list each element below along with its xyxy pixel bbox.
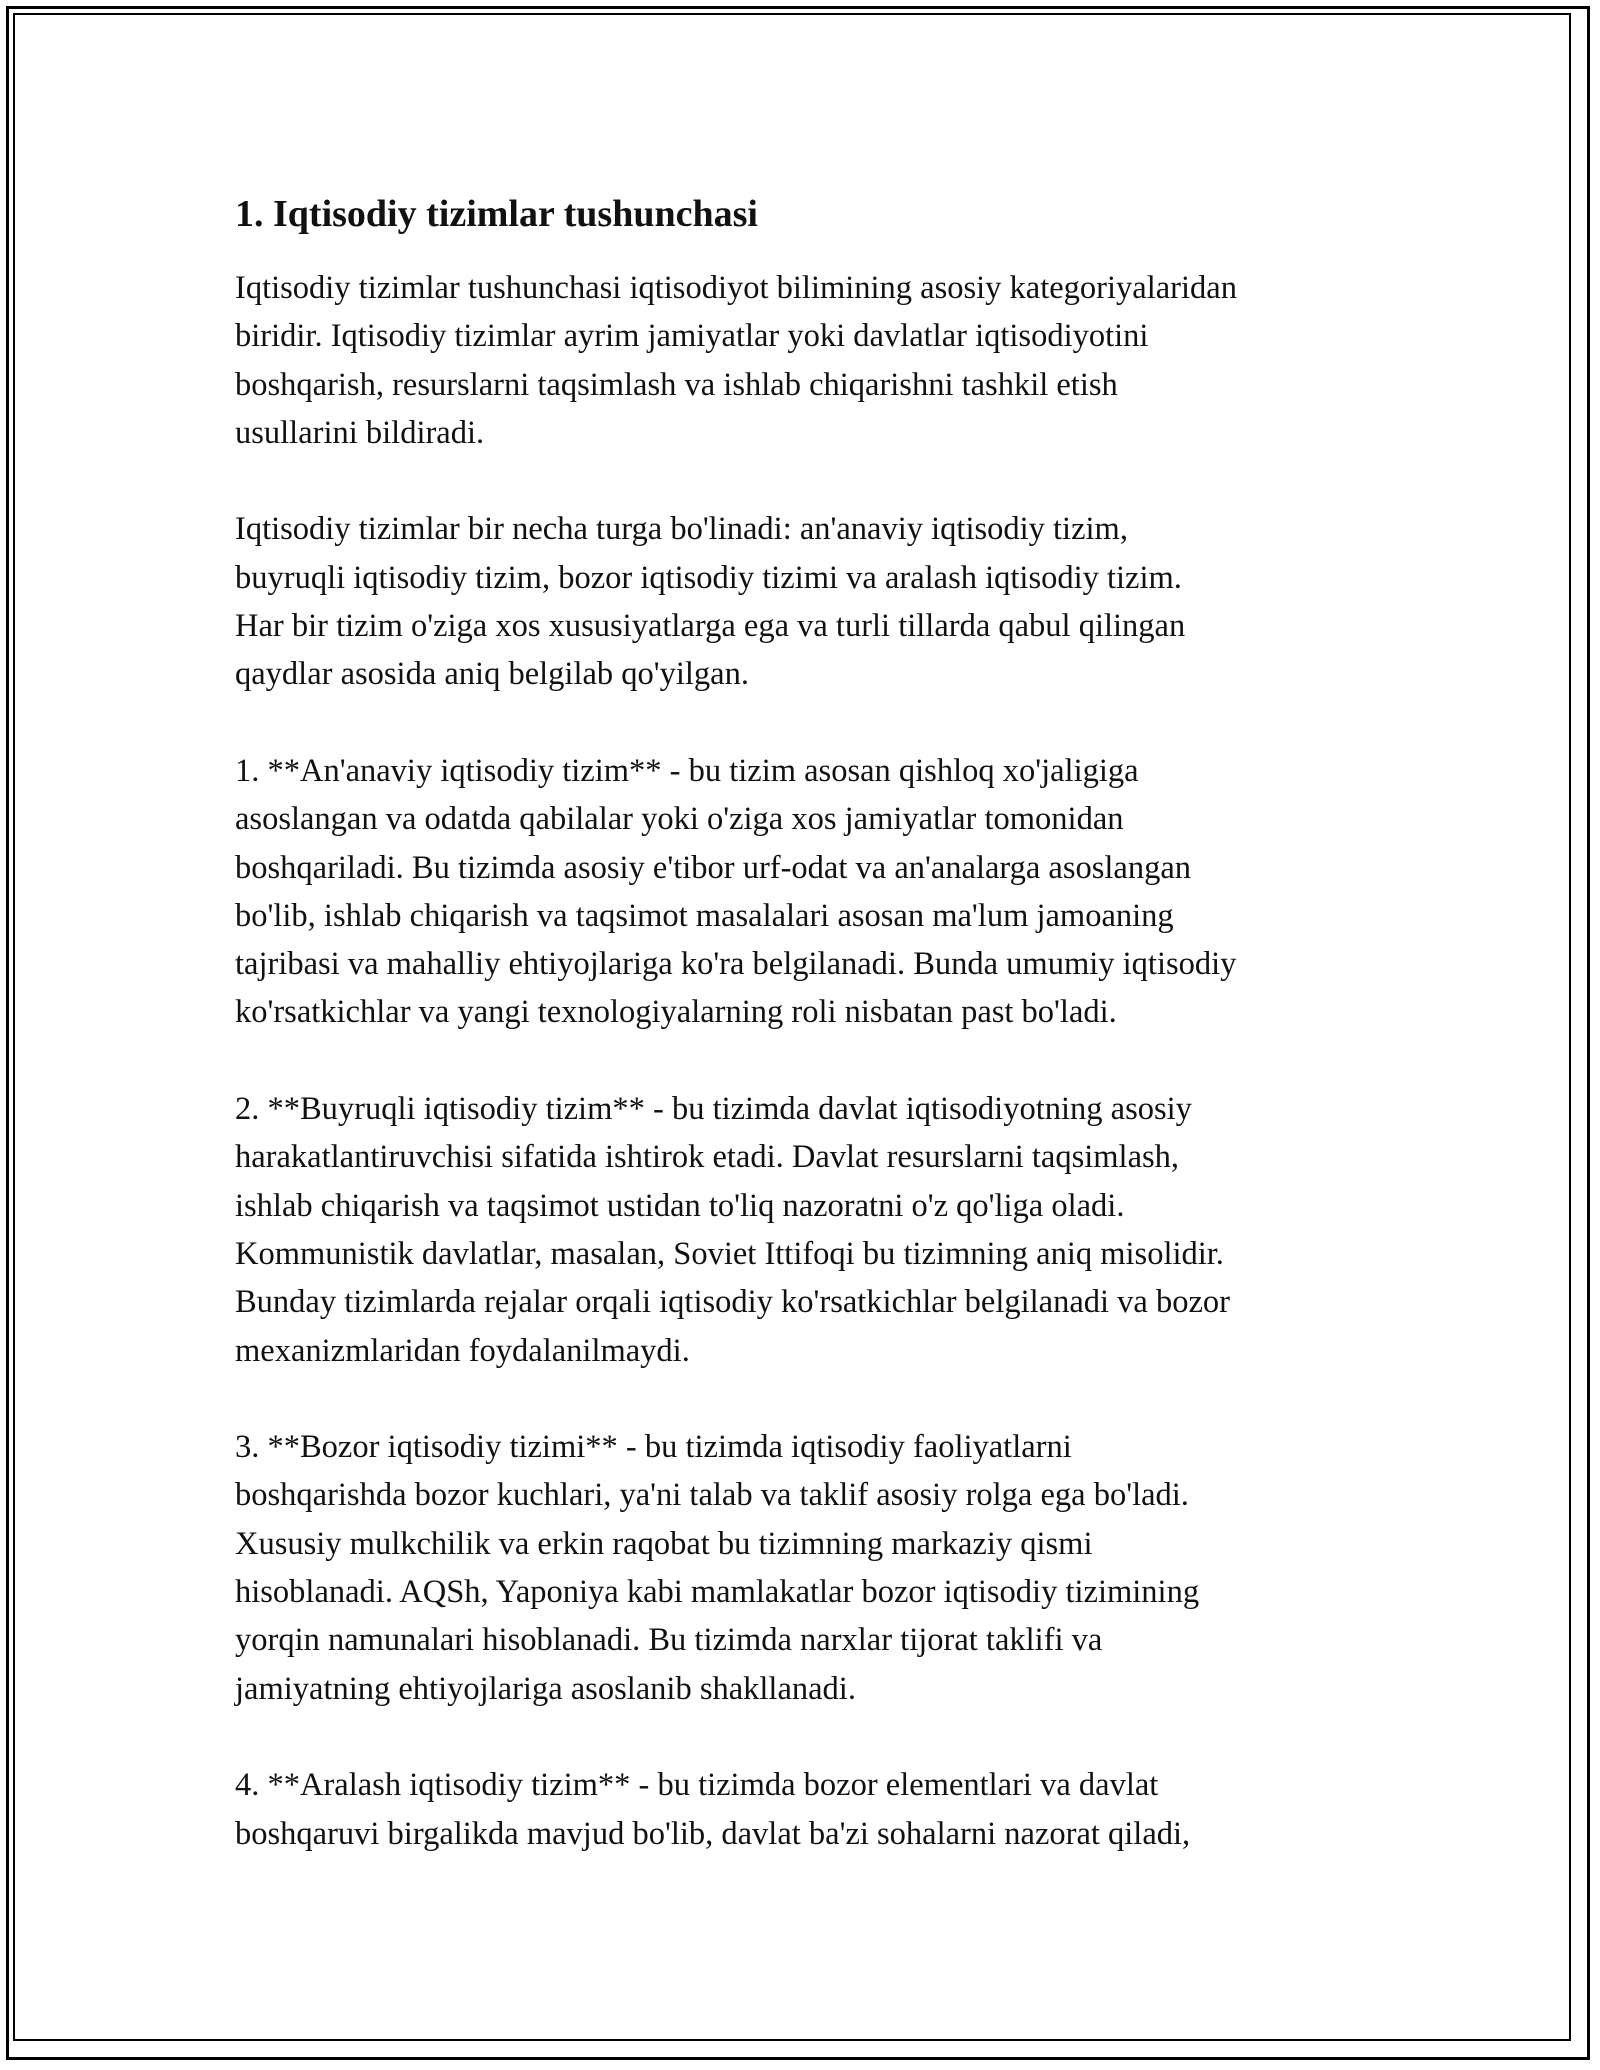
text-line: yorqin namunalari hisoblanadi. Bu tizimda narxlar tijorat taklifi va — [235, 1622, 1103, 1659]
text-line: ko'rsatkichlar va yangi texnologiyalarning roli nisbatan past bo'ladi. — [235, 994, 1117, 1031]
text-line: biridir. Iqtisodiy tizimlar ayrim jamiyatlar yoki davlatlar iqtisodiyotini — [235, 318, 1149, 355]
text-line: 4. **Aralash iqtisodiy tizim** - bu tizimda bozor elementlari va davlat — [235, 1767, 1159, 1804]
text-line: usullarini bildiradi. — [235, 414, 485, 451]
paragraph-intro — [235, 264, 1385, 457]
text-line: 2. **Buyruqli iqtisodiy tizim** - bu tizimda davlat iqtisodiyotning asosiy — [235, 1091, 1192, 1128]
paragraph-types — [235, 505, 1385, 698]
text-line: jamiyatning ehtiyojlariga asoslanib shakllanadi. — [235, 1670, 856, 1707]
paragraph-command — [235, 1085, 1385, 1375]
text-line: qaydlar asosida aniq belgilab qo'yilgan. — [235, 656, 749, 693]
text-line: Iqtisodiy tizimlar bir necha turga bo'linadi: an'anaviy iqtisodiy tizim, — [235, 511, 1128, 548]
paragraph-mixed — [235, 1761, 1385, 1858]
paragraph-traditional — [235, 747, 1385, 1037]
text-line: 3. **Bozor iqtisodiy tizimi** - bu tizimda iqtisodiy faoliyatlarni — [235, 1429, 1072, 1466]
text-line: boshqariladi. Bu tizimda asosiy e'tibor urf-odat va an'analarga asoslangan — [235, 849, 1192, 886]
text-line: buyruqli iqtisodiy tizim, bozor iqtisodiy tizimi va aralash iqtisodiy tizim. — [235, 559, 1182, 596]
text-line: asoslangan va odatda qabilalar yoki o'ziga xos jamiyatlar tomonidan — [235, 801, 1124, 838]
text-line: boshqarishda bozor kuchlari, ya'ni talab va taklif asosiy rolga ega bo'ladi. — [235, 1477, 1189, 1514]
text-line: 1. **An'anaviy iqtisodiy tizim** - bu tizim asosan qishloq xo'jaligiga — [235, 752, 1139, 789]
text-line: hisoblanadi. AQSh, Yaponiya kabi mamlakatlar bozor iqtisodiy tizimining — [235, 1574, 1200, 1611]
document-body — [235, 188, 1385, 1906]
text-line: boshqaruvi birgalikda mavjud bo'lib, davlat ba'zi sohalarni nazorat qiladi, — [235, 1815, 1191, 1852]
text-line: Bunday tizimlarda rejalar orqali iqtisodiy ko'rsatkichlar belgilanadi va bozor — [235, 1284, 1230, 1321]
text-line: Har bir tizim o'ziga xos xususiyatlarga ega va turli tillarda qabul qilingan — [235, 608, 1186, 645]
text-line: ishlab chiqarish va taqsimot ustidan to'liq nazoratni o'z qo'liga oladi. — [235, 1187, 1125, 1224]
text-line: harakatlantiruvchisi sifatida ishtirok etadi. Davlat resurslarni taqsimlash, — [235, 1139, 1180, 1176]
text-line: bo'lib, ishlab chiqarish va taqsimot masalalari asosan ma'lum jamoaning — [235, 897, 1174, 934]
page-title: 1. Iqtisodiy tizimlar tushunchasi — [235, 193, 758, 235]
text-line: mexanizmlaridan foydalanilmaydi. — [235, 1332, 690, 1369]
text-line: tajribasi va mahalliy ehtiyojlariga ko'ra belgilanadi. Bunda umumiy iqtisodiy — [235, 946, 1237, 983]
text-line: Kommunistik davlatlar, masalan, Soviet Ittifoqi bu tizimning aniq misolidir. — [235, 1235, 1224, 1272]
text-line: boshqarish, resurslarni taqsimlash va ishlab chiqarishni tashkil etish — [235, 366, 1118, 403]
text-line: Xususiy mulkchilik va erkin raqobat bu tizimning markaziy qismi — [235, 1525, 1093, 1562]
paragraph-market — [235, 1423, 1385, 1713]
text-line: Iqtisodiy tizimlar tushunchasi iqtisodiyot bilimining asosiy kategoriyalaridan — [235, 270, 1237, 306]
